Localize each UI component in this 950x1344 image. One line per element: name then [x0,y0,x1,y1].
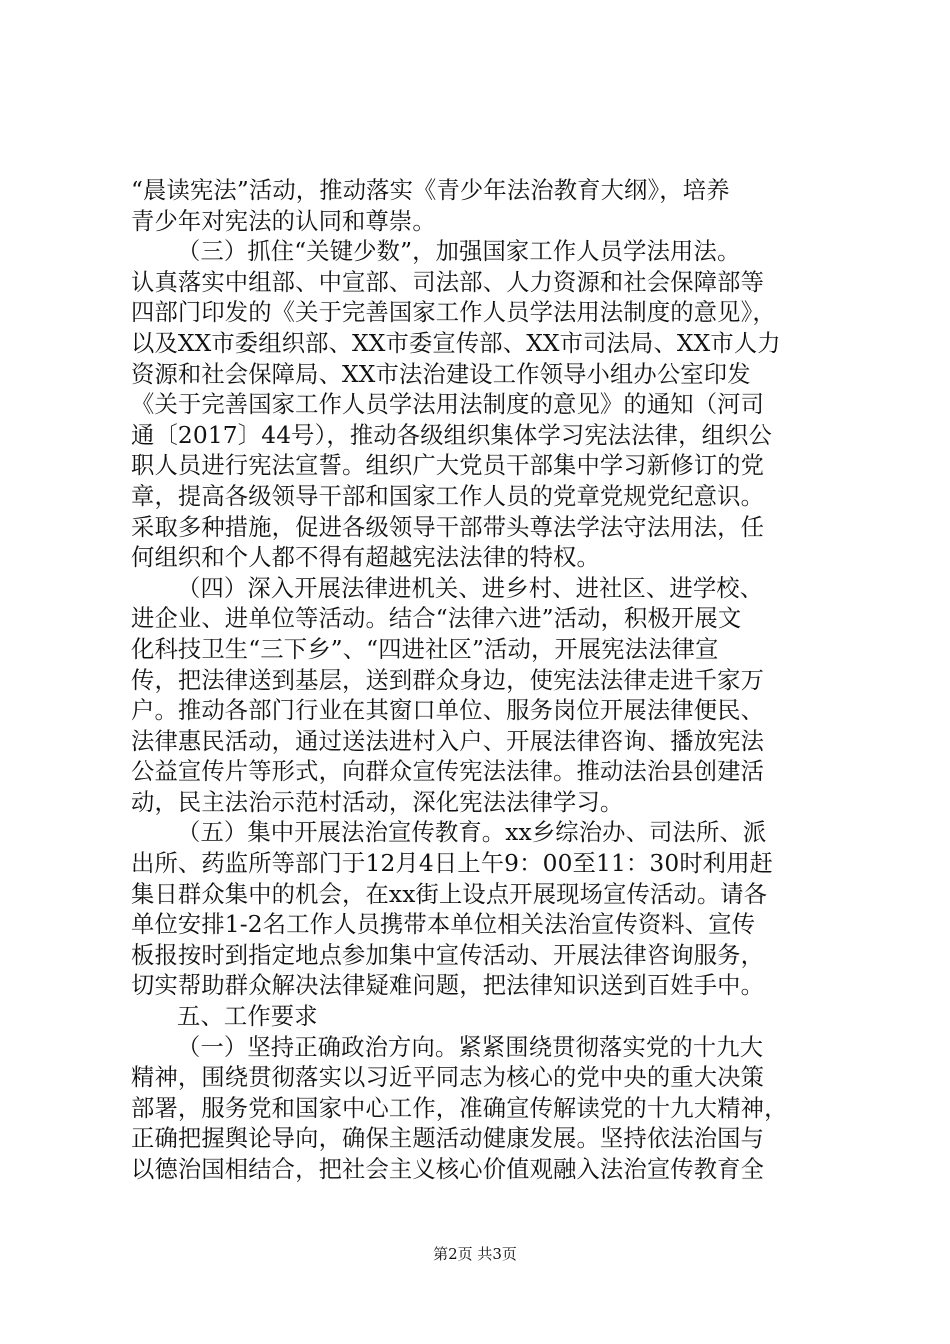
text-line: 四部门印发的《关于完善国家工作人员学法用法制度的意见》， [131,299,776,327]
text-line: 传，把法律送到基层，送到群众身边，使宪法法律走进千家万 [131,666,765,694]
text-line: 部署，服务党和国家中心工作，准确宣传解读党的十九大精神， [131,1094,788,1122]
text-line: （一）坚持正确政治方向。紧紧围绕贯彻落实党的十九大 [177,1033,764,1061]
text-line: 认真落实中组部、中宣部、司法部、人力资源和社会保障部等 [131,268,765,296]
text-line: 出所、药监所等部门于12月4日上午9：00至11：30时利用赶 [131,850,774,878]
text-line: 法律惠民活动，通过送法进村入户、开展法律咨询、播放宪法 [131,727,765,755]
text-line: 动，民主法治示范村活动，深化宪法法律学习。 [131,788,624,816]
text-line: 《关于完善国家工作人员学法用法制度的意见》的通知（河司 [131,391,765,419]
text-line: 化科技卫生“三下乡”、“四进社区”活动，开展宪法法律宣 [131,635,719,663]
document-body [131,176,831,1186]
text-line: （五）集中开展法治宣传教育。xx乡综治办、司法所、派 [177,819,767,847]
page-footer: 第2页 共3页 [433,1245,517,1263]
text-line: “晨读宪法”活动，推动落实《青少年法治教育大纲》，培养 [131,177,730,204]
text-line: 职人员进行宪法宣誓。组织广大党员干部集中学习新修订的党 [131,452,765,480]
text-line: 户。推动各部门行业在其窗口单位、服务岗位开展法律便民、 [131,697,765,725]
text-line: 集日群众集中的机会，在xx街上设点开展现场宣传活动。请各 [131,880,768,908]
text-line: 通〔2017〕44号），推动各级组织集体学习宪法法律，组织公 [131,421,772,449]
text-line: 采取多种措施，促进各级领导干部带头尊法学法守法用法，任 [131,513,765,541]
text-line: 五、工作要求 [177,1003,318,1031]
text-line: 以德治国相结合，把社会主义核心价值观融入法治宣传教育全 [131,1156,765,1183]
text-line: 公益宣传片等形式，向群众宣传宪法法律。推动法治县创建活 [131,758,765,786]
text-line: 进企业、进单位等活动。结合“法律六进”活动，积极开展文 [131,605,742,633]
text-line: 章，提高各级领导干部和国家工作人员的党章党规党纪意识。 [131,482,765,510]
text-line: 板报按时到指定地点参加集中宣传活动、开展法律咨询服务， [131,941,765,969]
text-line: 以及XX市委组织部、XX市委宣传部、XX市司法局、XX市人力 [131,329,781,357]
text-line: 切实帮助群众解决法律疑难问题，把法律知识送到百姓手中。 [131,972,765,1000]
text-line: （三）抓住“关键少数”，加强国家工作人员学法用法。 [177,238,741,266]
text-line: 精神，围绕贯彻落实以习近平同志为核心的党中央的重大决策 [131,1064,765,1092]
text-line: 单位安排1-2名工作人员携带本单位相关法治宣传资料、宣传 [131,911,756,939]
text-line: 资源和社会保障局、XX市法治建设工作领导小组办公室印发 [131,360,751,388]
text-line: 何组织和个人都不得有超越宪法法律的特权。 [131,544,600,572]
text-line: 正确把握舆论导向，确保主题活动健康发展。坚持依法治国与 [131,1125,765,1153]
text-line: （四）深入开展法律进机关、进乡村、进社区、进学校、 [177,574,764,602]
text-line: 青少年对宪法的认同和尊崇。 [131,207,436,235]
